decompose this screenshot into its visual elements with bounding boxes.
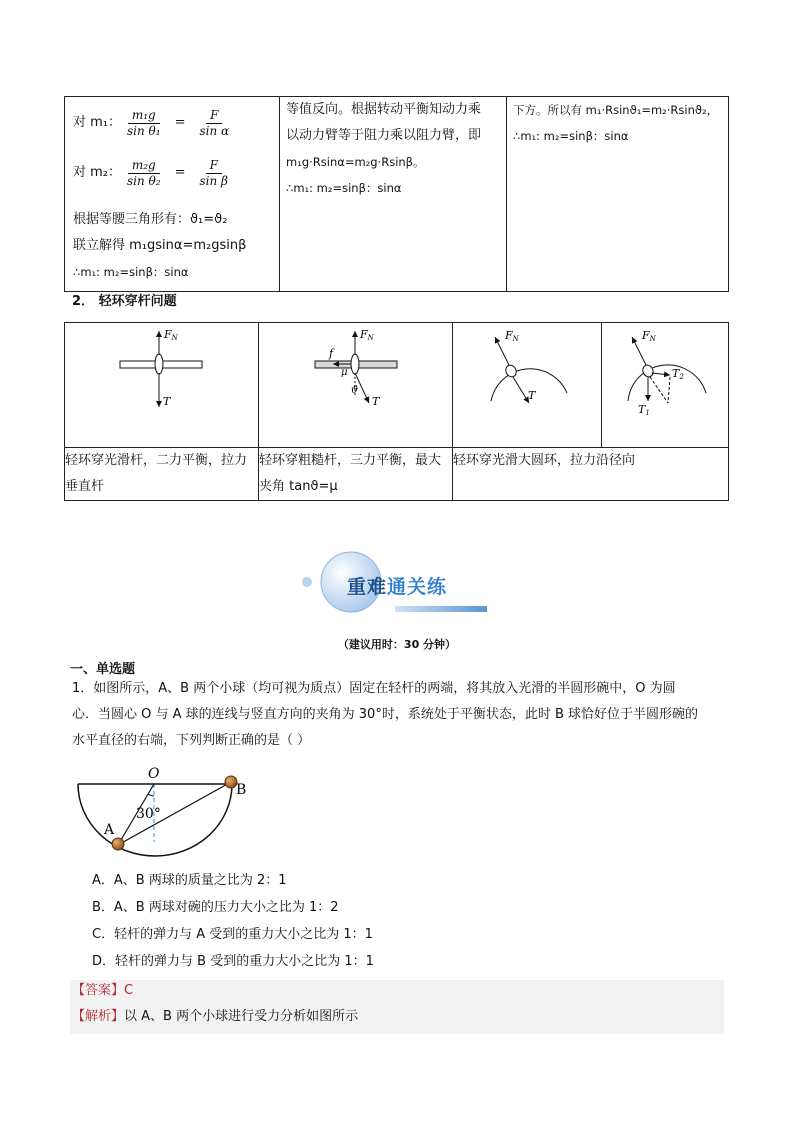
- analysis-line: 【解析】以 A、B 两个小球进行受力分析如图所示: [72, 1009, 359, 1024]
- derivation-table: [64, 96, 729, 292]
- ball-a: [112, 838, 124, 850]
- ring-on-rod-table: [64, 322, 729, 501]
- ratio-line: ∴m₁: m₂=sinβ：sinα: [73, 265, 189, 279]
- option-b[interactable]: B．A、B 两球对碗的压力大小之比为 1：2: [92, 900, 339, 915]
- dot-decoration: [302, 577, 312, 587]
- tension-arrow: [513, 377, 529, 403]
- m1-equation: 对 m₁： $\frac{\text{m₁g}}{\text{sin θ₁}}$ = $\frac{F}{\text{sin α}}$: [73, 103, 235, 143]
- caption-smooth-rod: 轻环穿光滑杆，二力平衡，拉力垂直杆: [65, 448, 259, 501]
- fraction: $\frac{\text{m₂g}}{\text{sin θ₂}}$: [127, 157, 161, 188]
- fraction: $\frac{F}{\text{sin α}}$: [199, 107, 230, 138]
- option-d[interactable]: D．轻杆的弹力与 B 受到的重力大小之比为 1：1: [92, 954, 374, 969]
- rod-ab: [118, 782, 231, 845]
- col3-line-1: 下方。所以有 m₁·Rsinϑ₁=m₂·Rsinϑ₂，: [513, 103, 719, 117]
- t1-label: T1: [638, 403, 650, 417]
- fn-label: FN: [164, 328, 178, 342]
- caption-rough-rod: 轻环穿粗糙杆，三力平衡，最大夹角 tanϑ=μ: [259, 448, 453, 501]
- smooth-hoop-diagram: [453, 323, 601, 443]
- col2-line-3: m₁g·Rsinα=m₂g·Rsinβ。: [286, 155, 425, 169]
- label-b: B: [236, 782, 247, 798]
- bar-decoration: [395, 606, 487, 612]
- t-label: T: [163, 395, 171, 408]
- answer-box: [70, 980, 724, 1034]
- diagram-cell-1: [65, 323, 259, 448]
- ring: [351, 354, 359, 374]
- t2-label: T2: [672, 367, 684, 381]
- f-label: f: [329, 347, 334, 360]
- derivation-col-1: [65, 97, 280, 292]
- theta-label: ϑ: [351, 385, 359, 396]
- fn-label: FN: [505, 329, 519, 343]
- t-label: T: [372, 395, 380, 408]
- m2-equation: 对 m₂： $\frac{\text{m₂g}}{\text{sin θ₂}}$ = $\frac{F}{\text{sin β}}$: [73, 153, 234, 193]
- resultant-dashed: [650, 377, 668, 403]
- smooth-rod-diagram: [65, 323, 258, 443]
- option-c[interactable]: C．轻杆的弹力与 A 受到的重力大小之比为 1：1: [92, 927, 373, 942]
- diagram-cell-2: [259, 323, 453, 448]
- angle-arc: [148, 794, 154, 796]
- hoop-arc: [628, 365, 706, 401]
- fraction: $\frac{F}{\text{sin β}}$: [199, 157, 228, 188]
- caption-smooth-hoop: 轻环穿光滑大圆环，拉力沿径向: [453, 448, 729, 501]
- isosceles-line: 根据等腰三角形有：ϑ₁=ϑ₂: [73, 212, 228, 227]
- ring: [155, 354, 163, 374]
- parallelogram-dashed: [668, 377, 670, 403]
- mu-label: μ: [341, 367, 348, 378]
- derivation-col-2: [280, 97, 507, 292]
- label-o: O: [148, 766, 160, 782]
- col2-line-1: 等值反向。根据转动平衡知动力乘: [286, 102, 482, 117]
- diagram-cell-4: [602, 323, 729, 448]
- fn-label: FN: [642, 329, 656, 343]
- question-line-3: 水平直径的右端，下列判断正确的是（ ）: [72, 733, 311, 748]
- section-banner: [295, 548, 495, 618]
- question-line-1: 1．如图所示，A、B 两个小球（均可视为质点）固定在轻杆的两端，将其放入光滑的半圆形碗中，O 为圆: [72, 681, 676, 696]
- col3-line-2: ∴m₁: m₂=sinβ：sinα: [513, 129, 629, 143]
- t2-arrow: [652, 373, 670, 375]
- solve-line: 联立解得 m₁gsinα=m₂gsinβ: [73, 238, 247, 253]
- hoop-decomposition-diagram: [602, 323, 728, 443]
- section-single-choice: 一、单选题: [70, 662, 136, 677]
- col2-line-2: 以动力臂等于阻力乘以阻力臂，即: [286, 128, 482, 143]
- section-title: 2． 轻环穿杆问题: [72, 294, 177, 309]
- rough-rod-diagram: [259, 323, 452, 443]
- banner-title: 重难通关练: [347, 576, 448, 598]
- label-a: A: [104, 822, 115, 838]
- diagram-cell-3: [453, 323, 602, 448]
- answer-line: 【答案】C: [72, 983, 134, 998]
- bowl-figure: [70, 762, 260, 864]
- fraction: $\frac{\text{m₁g}}{\text{sin θ₁}}$: [127, 107, 161, 138]
- option-a[interactable]: A．A、B 两球的质量之比为 2：1: [92, 873, 287, 888]
- ring: [641, 363, 655, 378]
- question-line-2: 心．当圆心 O 与 A 球的连线与竖直方向的夹角为 30°时，系统处于平衡状态，此时 B 球恰好位于半圆形碗的: [72, 707, 699, 722]
- t-label: T: [528, 389, 536, 402]
- derivation-col-3: [507, 97, 729, 292]
- suggested-time: （建议用时：30 分钟）: [337, 638, 457, 651]
- col2-line-4: ∴m₁: m₂=sinβ：sinα: [286, 181, 402, 195]
- label-angle: 30°: [136, 806, 161, 822]
- fn-label: FN: [360, 328, 374, 342]
